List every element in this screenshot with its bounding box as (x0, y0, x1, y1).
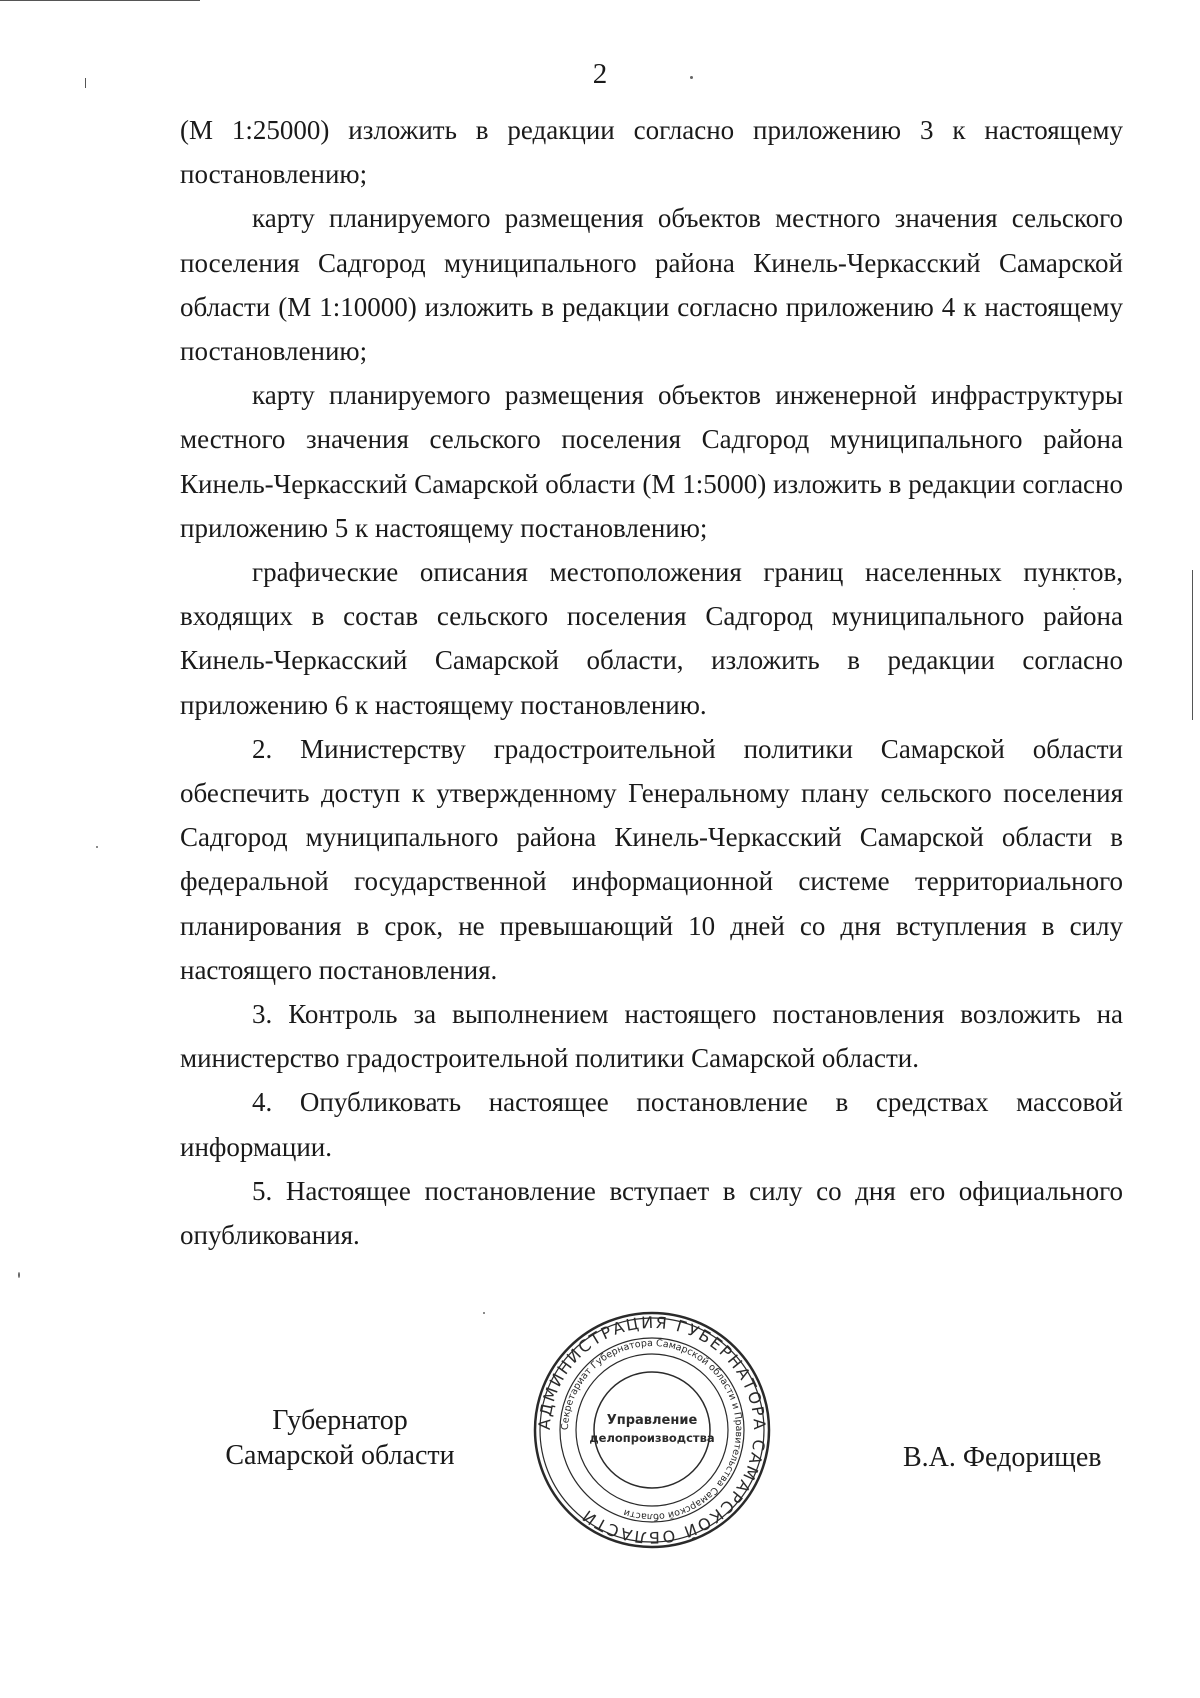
scan-edge-mark (1192, 570, 1193, 720)
seal-center-line2: делопроизводства (589, 1431, 715, 1445)
paragraph-scale-25000: (М 1:25000) изложить в редакции согласно приложению 3 к настоящему постановлению; (180, 115, 1123, 190)
seal-center-line1: Управление (606, 1413, 698, 1428)
paragraph-boundary-descriptions: графические описания местоположения границ населенных пунктов, входящих в состав сельского поселения Садгород муниципального района Кинель-Черкасский Самарской области, изложить в редакции согласно приложению 6 к настоящему постановлению. (180, 557, 1123, 720)
signatory-title-line1: Губернатор (272, 1405, 408, 1436)
seal-center-ring (594, 1372, 710, 1488)
scan-edge-line (0, 0, 200, 1)
paragraph-item-2: 2. Министерству градостроительной политики Самарской области обеспечить доступ к утвержденному Генеральному плану сельского поселения Садгород муниципального района Кинель-Черкасский Самарской области в федеральной государственной информационной системе территориального планирования в срок, не превышающий 10 дней со дня вступления в силу настоящего постановления. (180, 733, 1123, 985)
paragraph-item-4: 4. Опубликовать настоящее постановление в средствах массовой информации. (180, 1087, 1123, 1162)
paragraph-engineering-map: карту планируемого размещения объектов инженерной инфраструктуры местного значения сельского поселения Садгород муниципального района Кинель-Черкасский Самарской области (М 1:5000) изложить в редакции согласно приложению 5 к настоящему постановлению; (180, 380, 1123, 543)
document-body (180, 108, 1123, 1257)
scan-speck (18, 1272, 20, 1278)
seal-inner-textpath: Секретариат Губернатора Самарской области и Правительства Самарской области (559, 1337, 745, 1523)
signatory-title-line2: Самарской области (225, 1440, 455, 1471)
page-number: 2 (592, 58, 608, 90)
seal-inner-ring (576, 1354, 728, 1506)
official-seal-stamp (532, 1310, 772, 1550)
seal-outer-textpath: АДМИНИСТРАЦИЯ ГУБЕРНАТОРА САМАРСКОЙ ОБЛАСТИ (534, 1312, 770, 1548)
scan-speck (483, 1312, 485, 1314)
signatory-title (200, 1403, 480, 1473)
signatory-name: В.А. Федорищев (903, 1442, 1102, 1473)
paragraph-item-5: 5. Настоящее постановление вступает в силу со дня его официального опубликования. (180, 1175, 1123, 1251)
paragraph-item-3: 3. Контроль за выполнением настоящего постановления возложить на министерство градостроительной политики Самарской области. (180, 999, 1123, 1074)
paragraph-local-objects-map: карту планируемого размещения объектов местного значения сельского поселения Садгород муниципального района Кинель-Черкасский Самарской области (М 1:10000) изложить в редакции согласно приложению 4 к настоящему постановлению; (180, 203, 1123, 367)
scan-speck (96, 846, 98, 848)
seal-inner-text (560, 1338, 744, 1522)
